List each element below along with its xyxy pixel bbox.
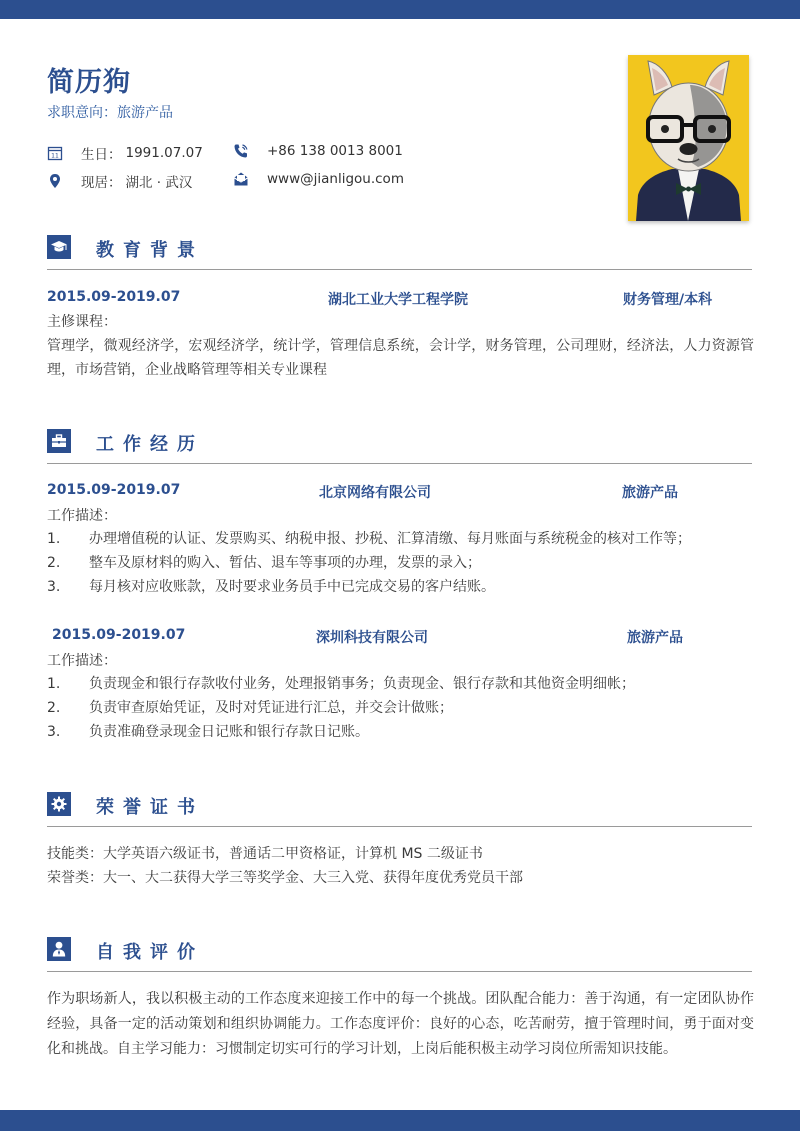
email-value: www@jianligou.com (267, 171, 404, 187)
self-evaluation-text: 作为职场新人，我以积极主动的工作态度来迎接工作中的每一个挑战。团队配合能力：善于沟通，有一定团队协作经验，具备一定的活动策划和组织协调能力。工作态度评价：良好的心态，吃苦耐劳，擅于管理时间，勇于面对变化和挑战。自主学习能力：习惯制定切实可行的学习计划，上岗后能积极主动学习岗位所需知识技能。 (47, 991, 754, 1057)
residence-label: 现居： (81, 175, 122, 191)
education-divider (47, 269, 752, 270)
job-2-company: 深圳科技有限公司 (316, 630, 428, 646)
residence-value: 湖北 · 武汉 (125, 175, 193, 191)
education-school: 湖北工业大学工程学院 (328, 292, 468, 308)
bottom-accent-bar (0, 1110, 800, 1131)
honors-section-header (47, 792, 752, 828)
honors-divider (47, 826, 752, 827)
residence-info (47, 171, 192, 191)
briefcase-icon (47, 429, 71, 453)
calendar-icon (47, 145, 63, 161)
location-icon (47, 173, 63, 189)
job-intent (47, 102, 173, 122)
phone-value: +86 138 0013 8001 (267, 143, 403, 159)
self-eval-title: 自我评价 (96, 942, 204, 963)
job-2-position: 旅游产品 (627, 630, 683, 646)
work-section-header (47, 429, 752, 465)
gear-icon (47, 792, 71, 816)
mail-icon (233, 171, 249, 187)
job-1-position: 旅游产品 (622, 485, 678, 501)
courses-list: 管理学，微观经济学，宏观经济学，统计学，管理信息系统，会计学，财务管理，公司理财，经济法，人力资源管理，市场营销，企业战略管理等相关专业课程 (47, 338, 754, 378)
education-section-header (47, 235, 752, 271)
candidate-name: 简历狗 (47, 67, 131, 98)
profile-photo (628, 55, 749, 221)
job-2-date: 2015.09-2019.07 (52, 627, 186, 643)
courses-label: 主修课程： (47, 314, 117, 330)
work-divider (47, 463, 752, 464)
work-title: 工作经历 (96, 434, 204, 455)
birth-value: 1991.07.07 (125, 145, 203, 161)
birth-label: 生日： (81, 147, 122, 163)
education-title: 教育背景 (96, 240, 204, 261)
top-accent-bar (0, 0, 800, 19)
list-item: 3. 负责准确登录现金日记账和银行存款日记账。 (47, 724, 369, 740)
list-item: 2. 整车及原材料的购入、暂估、退车等事项的办理，发票的录入； (47, 555, 481, 571)
education-date: 2015.09-2019.07 (47, 289, 181, 305)
skills-certificates: 技能类：大学英语六级证书，普通话二甲资格证，计算机 MS 二级证书 (47, 846, 483, 862)
honors-title: 荣誉证书 (96, 797, 204, 818)
list-item: 3. 每月核对应收账款，及时要求业务员手中已完成交易的客户结账。 (47, 579, 495, 595)
job-1-date: 2015.09-2019.07 (47, 482, 181, 498)
phone-icon (233, 143, 249, 159)
svg-text:11: 11 (51, 152, 59, 160)
self-eval-divider (47, 971, 752, 972)
list-item: 2. 负责审查原始凭证，及时对凭证进行汇总，并交会计做账； (47, 700, 453, 716)
graduation-cap-icon (47, 235, 71, 259)
job-2-desc-label: 工作描述： (47, 653, 117, 669)
email-info (233, 171, 404, 187)
birth-info (47, 143, 203, 163)
list-item: 1. 负责现金和银行存款收付业务，处理报销事务；负责现金、银行存款和其他资金明细帐； (47, 676, 635, 692)
job-1-company: 北京网络有限公司 (319, 485, 431, 501)
job-1-desc-label: 工作描述： (47, 508, 117, 524)
honor-awards: 荣誉类：大一、大二获得大学三等奖学金、大三入党、获得年度优秀党员干部 (47, 870, 523, 886)
self-eval-section-header (47, 937, 752, 973)
job-intent-label: 求职意向： (47, 105, 117, 121)
job-intent-value: 旅游产品 (117, 105, 173, 121)
person-icon (47, 937, 71, 961)
education-major: 财务管理/本科 (623, 292, 713, 308)
phone-info (233, 143, 403, 159)
list-item: 1. 办理增值税的认证、发票购买、纳税申报、抄税、汇算清缴、每月账面与系统税金的核对工作等； (47, 531, 691, 547)
